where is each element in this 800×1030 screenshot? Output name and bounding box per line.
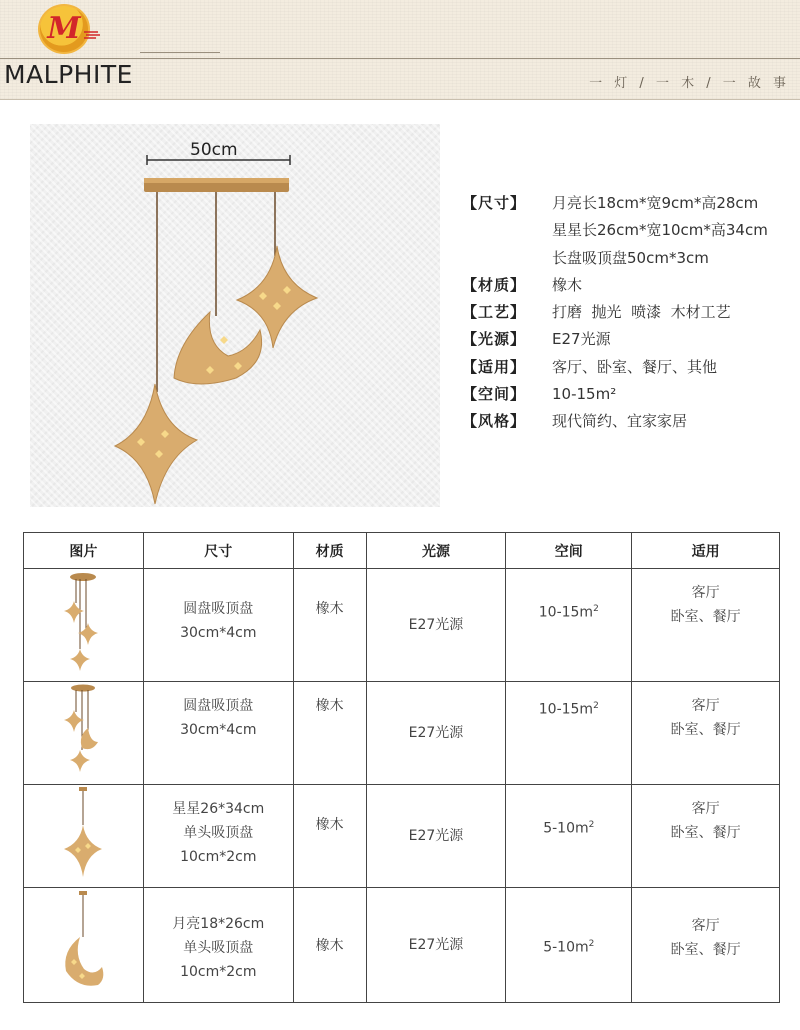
table-row	[24, 888, 780, 1003]
space-value: 10-15m	[538, 604, 594, 621]
usage-line: 客厅	[691, 585, 720, 601]
usage-cell	[632, 682, 780, 785]
variant-single-star-thumbnail[interactable]	[58, 785, 108, 879]
spec-value: 星星长26cm*宽10cm*高34cm	[552, 221, 768, 240]
material-cell: 橡木	[293, 682, 366, 785]
brand-slogan: 一 灯 / 一 木 / 一 故 事	[589, 76, 790, 91]
spec-key: 【风格】	[462, 412, 527, 431]
size-line: 星星26*34cm	[172, 801, 265, 817]
space-value: 5-10m	[543, 939, 589, 956]
size-cell	[143, 888, 293, 1003]
material-cell: 橡木	[293, 785, 366, 888]
usage-line: 客厅	[691, 918, 720, 934]
usage-line: 卧室、餐厅	[670, 942, 741, 958]
size-line: 30cm*4cm	[180, 625, 257, 641]
space-value: 10-15m	[538, 701, 594, 718]
spec-row-usage	[462, 354, 792, 381]
usage-line: 卧室、餐厅	[670, 722, 741, 738]
logo-swoosh-icon	[84, 30, 100, 40]
usage-line: 卧室、餐厅	[670, 609, 741, 625]
product-variants-table	[23, 532, 780, 1003]
header-banner	[0, 0, 800, 100]
banner-divider	[0, 58, 800, 59]
space-cell	[506, 569, 632, 682]
variant-thumbnail-cell	[24, 682, 144, 785]
table-row	[24, 569, 780, 682]
column-header: 空间	[506, 533, 632, 569]
variant-round-canopy-star-moon-thumbnail[interactable]	[58, 682, 108, 776]
spec-row-craft	[462, 299, 792, 326]
usage-line: 客厅	[691, 698, 720, 714]
table-header-row	[24, 533, 780, 569]
brand-logo[interactable]	[38, 4, 90, 54]
space-unit-sup: 2	[588, 939, 595, 949]
table-row	[24, 785, 780, 888]
spec-key: 【尺寸】	[462, 194, 527, 212]
variant-thumbnail-cell	[24, 888, 144, 1003]
size-line: 10cm*2cm	[180, 849, 257, 865]
usage-cell	[632, 888, 780, 1003]
spec-key: 【适用】	[462, 357, 527, 376]
column-header: 尺寸	[143, 533, 293, 569]
size-line: 10cm*2cm	[180, 964, 257, 980]
material-cell: 橡木	[293, 569, 366, 682]
spec-key: 【材质】	[462, 275, 527, 294]
spec-key: 【工艺】	[462, 303, 527, 322]
usage-cell	[632, 569, 780, 682]
size-line: 单头吸顶盘	[183, 940, 254, 956]
size-line: 圆盘吸顶盘	[183, 601, 254, 617]
spec-value: 客厅、卧室、餐厅、其他	[552, 357, 718, 376]
size-line: 30cm*4cm	[180, 722, 257, 738]
product-photo	[30, 124, 440, 507]
usage-line: 卧室、餐厅	[670, 825, 741, 841]
spec-row-material	[462, 272, 792, 299]
space-cell	[506, 785, 632, 888]
material-cell: 橡木	[293, 888, 366, 1003]
light-cell: E27光源	[366, 785, 506, 888]
size-line: 月亮18*26cm	[172, 916, 265, 932]
spec-value: 10-15m²	[552, 385, 617, 404]
space-cell	[506, 888, 632, 1003]
variant-thumbnail-cell	[24, 569, 144, 682]
spec-row-light	[462, 326, 792, 353]
spec-value: 长盘吸顶盘50cm*3cm	[552, 248, 709, 267]
spec-row-size	[462, 190, 792, 272]
size-cell	[143, 569, 293, 682]
spec-value: 打磨 抛光 喷漆 木材工艺	[552, 303, 731, 322]
spec-key: 【空间】	[462, 385, 527, 404]
spec-value: E27光源	[552, 330, 611, 349]
banner-divider-short	[140, 52, 220, 53]
size-line: 圆盘吸顶盘	[183, 698, 254, 714]
space-value: 5-10m	[543, 820, 589, 837]
pendant-lamp-illustration	[30, 124, 440, 507]
variant-thumbnail-cell	[24, 785, 144, 888]
usage-cell	[632, 785, 780, 888]
light-cell: E27光源	[366, 888, 506, 1003]
column-header: 材质	[293, 533, 366, 569]
space-unit-sup: 2	[588, 820, 595, 830]
dimension-label: 50cm	[190, 140, 238, 160]
light-cell: E27光源	[366, 569, 506, 682]
spec-list	[462, 190, 792, 436]
variant-single-moon-thumbnail[interactable]	[58, 889, 108, 993]
space-unit-sup: 2	[593, 701, 599, 711]
light-cell: E27光源	[366, 682, 506, 785]
size-line: 单头吸顶盘	[183, 825, 254, 841]
space-cell	[506, 682, 632, 785]
spec-value: 橡木	[552, 275, 583, 294]
size-cell	[143, 785, 293, 888]
spec-value: 月亮长18cm*宽9cm*高28cm	[552, 194, 759, 212]
table-row	[24, 682, 780, 785]
spec-value: 现代简约、宜家家居	[552, 412, 688, 431]
size-cell	[143, 682, 293, 785]
column-header: 图片	[24, 533, 144, 569]
column-header: 光源	[366, 533, 506, 569]
brand-name: MALPHITE	[4, 60, 133, 89]
spec-row-style	[462, 408, 792, 435]
logo-letter: M	[47, 11, 81, 46]
spec-row-space	[462, 381, 792, 408]
usage-line: 客厅	[691, 801, 720, 817]
variant-round-canopy-3-star-thumbnail[interactable]	[58, 569, 108, 673]
spec-key: 【光源】	[462, 330, 527, 349]
column-header: 适用	[632, 533, 780, 569]
space-unit-sup: 2	[593, 604, 599, 614]
